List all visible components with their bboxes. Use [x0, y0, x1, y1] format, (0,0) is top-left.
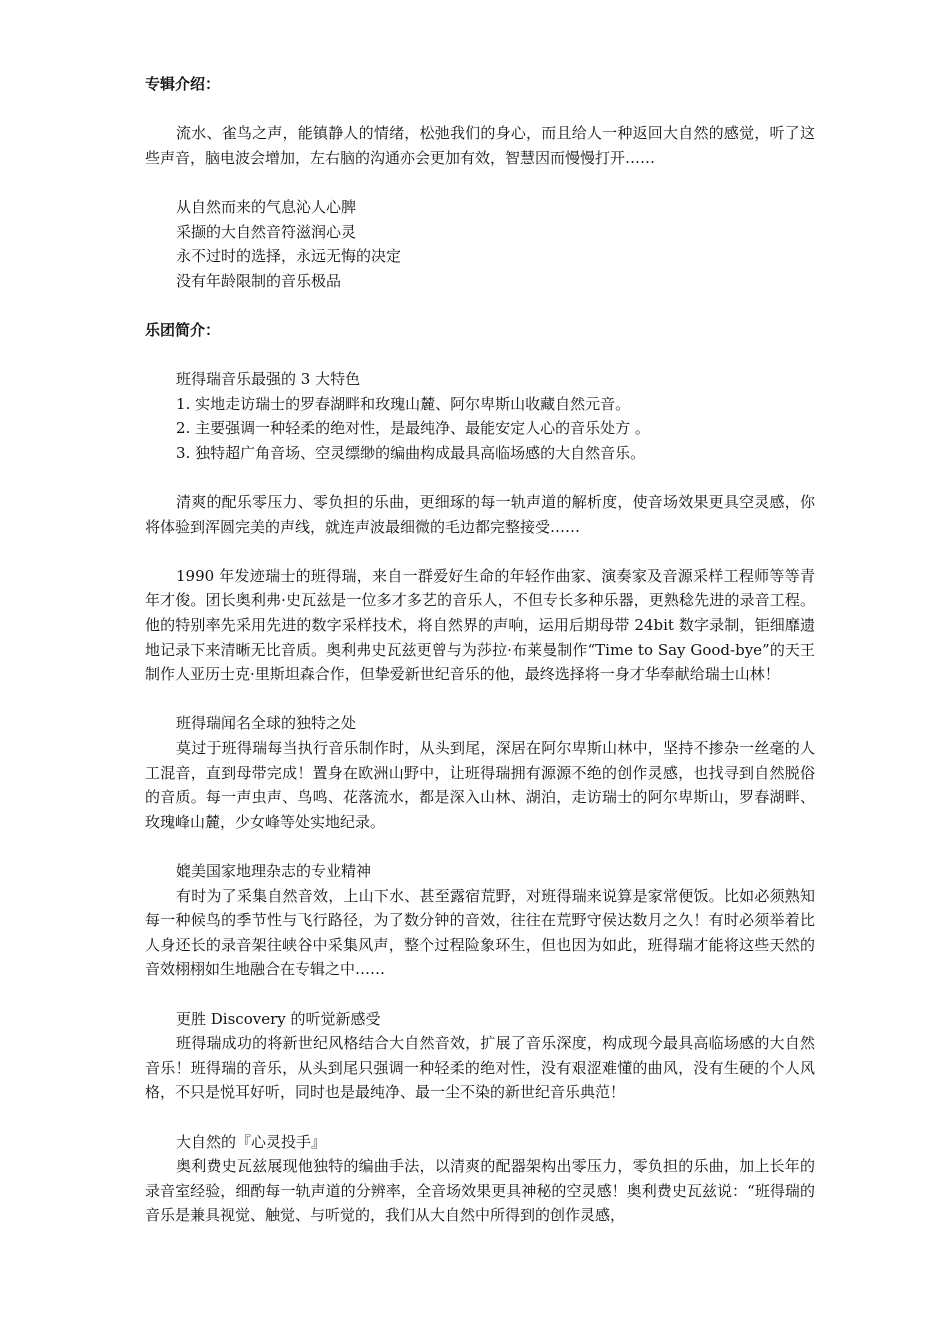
- band-intro-heading: 乐团简介：: [145, 320, 221, 339]
- history-paragraph: 1990 年发迹瑞士的班得瑞，来自一群爱好生命的年轻作曲家、演奏家及音源采样工程师等等青年才俊。团长奥利弗·史瓦兹是一位多才多艺的音乐人，不但专长多种乐器，更熟稔先进的录音工程。他的特别率先采用先进的数字采样技术，将自然界的声响，运用后期母带 24bit 数字录制，钜细靡遗地记录下来清晰无比音质。奥利弗史瓦兹更曾与为莎拉·布莱曼制作“Time to Say Good-bye”的天王制作人亚历士克·里斯坦森合作，但挚爱新世纪音乐的他，最终选择将一身才华奉献给瑞士山林！: [145, 566, 815, 684]
- spacer: [145, 343, 815, 368]
- unique-section-body: 莫过于班得瑞每当执行音乐制作时，从头到尾，深居在阿尔卑斯山林中，坚持不掺杂一丝毫的人工混音，直到母带完成！置身在欧洲山野中，让班得瑞拥有源源不绝的创作灵感，也找寻到自然脱俗的音质。每一声虫声、鸟鸣、花落流水，都是深入山林、湖泊，走访瑞士的阿尔卑斯山，罗春湖畔、玫瑰峰山麓，少女峰等处实地纪录。: [145, 739, 815, 831]
- verse-line: 没有年龄限制的音乐极品: [176, 271, 342, 290]
- verse-line: 永不过时的选择，永远无悔的决定: [176, 247, 402, 266]
- spacer: [145, 834, 815, 859]
- spacer: [145, 687, 815, 712]
- spacer: [145, 466, 815, 491]
- spacer: [145, 293, 815, 318]
- album-verse: [145, 195, 815, 293]
- features-list: [145, 367, 815, 465]
- album-intro-heading: 专辑介绍：: [145, 75, 221, 93]
- verse-line: 采撷的大自然音符滋润心灵: [176, 222, 357, 241]
- geo-section-title: 媲美国家地理杂志的专业精神: [176, 862, 372, 880]
- discovery-section-body: 班得瑞成功的将新世纪风格结合大自然音效，扩展了音乐深度，构成现今最具高临场感的大自然音乐！班得瑞的音乐，从头到尾只强调一种轻柔的绝对性，没有艰涩难懂的曲风，没有生硬的个人风格，不只是悦耳好听，同时也是最纯净、最一尘不染的新世纪音乐典范！: [145, 1034, 815, 1102]
- clear-sound-paragraph: 清爽的配乐零压力、零负担的乐曲，更细琢的每一轨声道的解析度，使音场效果更具空灵感，你将体验到浑圆完美的声线，就连声波最细微的毛边都完整接受……: [145, 493, 815, 536]
- verse-line: 从自然而来的气息沁人心脾: [176, 197, 357, 216]
- feature-item: 3. 独特超广角音场、空灵缥缈的编曲构成最具高临场感的大自然音乐。: [176, 443, 646, 462]
- heart-section-body: 奥利费史瓦兹展现他独特的编曲手法，以清爽的配器架构出零压力，零负担的乐曲，加上长年的录音室经验，细酌每一轨声道的分辨率，全音场效果更具神秘的空灵感！奥利费史瓦兹说：“班得瑞的音乐是兼具视觉、触觉、与听觉的，我们从大自然中所得到的创作灵感，: [145, 1157, 815, 1225]
- spacer: [145, 170, 815, 195]
- heart-section-title: 大自然的『心灵投手』: [176, 1132, 327, 1151]
- features-title: 班得瑞音乐最强的 3 大特色: [176, 370, 361, 389]
- album-intro-paragraph: 流水、雀鸟之声，能镇静人的情绪，松弛我们的身心，而且给人一种返回大自然的感觉，听了这些声音，脑电波会增加，左右脑的沟通亦会更加有效，智慧因而慢慢打开……: [145, 124, 815, 167]
- spacer: [145, 539, 815, 564]
- document-page: [145, 72, 815, 1228]
- unique-section-title: 班得瑞闻名全球的独特之处: [176, 714, 357, 733]
- geo-section-body: 有时为了采集自然音效，上山下水、甚至露宿荒野，对班得瑞来说算是家常便饭。比如必须熟知每一种候鸟的季节性与飞行路径，为了数分钟的音效，往往在荒野守侯达数月之久！有时必须举着比人身还长的录音架往峡谷中采集风声，整个过程险象环生，但也因为如此，班得瑞才能将这些天然的音效栩栩如生地融合在专辑之中……: [145, 886, 815, 979]
- spacer: [145, 1105, 815, 1130]
- spacer: [145, 97, 815, 122]
- feature-item: 1. 实地走访瑞士的罗春湖畔和玫瑰山麓、阿尔卑斯山收藏自然元音。: [176, 394, 631, 413]
- spacer: [145, 982, 815, 1007]
- discovery-section-title: 更胜 Discovery 的听觉新感受: [176, 1009, 381, 1028]
- feature-item: 2. 主要强调一种轻柔的绝对性，是最纯净、最能安定人心的音乐处方 。: [176, 419, 650, 438]
